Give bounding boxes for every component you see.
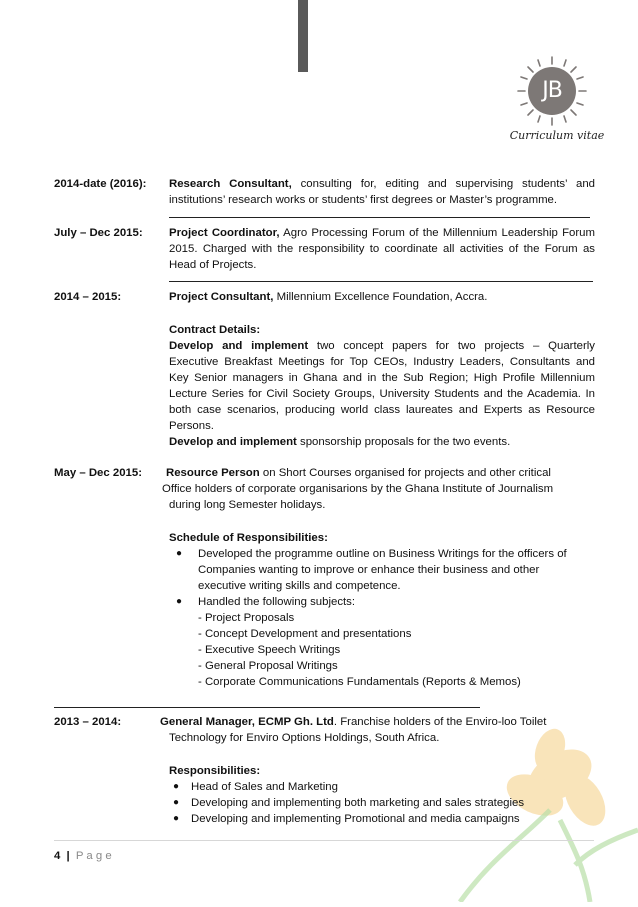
subject-item: - Executive Speech Writings [198,644,341,656]
separator-rule [54,707,480,708]
entry-date: 2014-date (2016): [54,178,147,190]
entry-line [169,289,487,305]
entry-text: Executive Breakfast Meetings for Top CEOs, Industry Leaders, Consultants and [169,356,595,368]
entry-line [160,714,546,730]
page-footer [54,848,112,864]
footer-separator: | [66,850,70,862]
entry-text: Key Senior managers in Ghana and in the Sub Region; High Profile Millennium [169,372,595,384]
entry-date: July – Dec 2015: [54,227,143,239]
bullet-text: Developed the programme outline on Business Writings for the officers of [198,548,567,560]
entry-role: Project Consultant, [169,291,274,303]
entry-role: Research Consultant, [169,178,292,190]
footer-rule [54,840,594,841]
schedule-heading: Schedule of Responsibilities: [169,532,328,544]
entry-text: Head of Projects. [169,259,257,271]
bullet-text: executive writing skills and competence. [198,580,401,592]
entry-line [169,338,595,354]
header-accent-bar [298,0,308,72]
subject-item: - Project Proposals [198,612,295,624]
entry-date: 2013 – 2014: [54,716,122,728]
subject-item: - General Proposal Writings [198,660,338,672]
bullet-text: Head of Sales and Marketing [191,781,338,793]
separator-rule [169,281,593,282]
entry-text: Lecture Series for Civil Society Groups, University Students and the Academia. In [169,388,595,400]
entry-line [169,225,595,241]
entry-text: Persons. [169,420,214,432]
entry-text: two concept papers for two projects – Quarterly [308,340,595,352]
entry-text: institutions’ research works or students’ first degrees or Master’s programme. [169,194,558,206]
entry-text: both case scenarios, producing world class laureates and Experts as Resource [169,404,595,416]
bullet-icon: ● [176,548,183,559]
bullet-text: Handled the following subjects: [198,596,356,608]
responsibilities-heading: Responsibilities: [169,765,261,777]
entry-role: General Manager, ECMP Gh. Ltd [160,716,334,728]
entry-text: on Short Courses organised for projects and other critical [259,467,551,479]
bullet-icon: ● [173,813,180,824]
entry-date: May – Dec 2015: [54,467,143,479]
entry-date: 2014 – 2015: [54,291,122,303]
entry-line [169,176,595,192]
monogram-logo [516,55,588,127]
bullet-icon: ● [176,596,183,607]
develop-implement-label: Develop and implement [169,340,309,352]
entry-text: Millennium Excellence Foundation, Accra. [273,291,488,303]
entry-text: Office holders of corporate organisarions by the Ghana Institute of Journalism [162,483,554,495]
page-word: P a g e [75,850,112,862]
contract-details-heading: Contract Details: [169,324,261,336]
page-number: 4 [54,850,61,862]
bullet-text: Developing and implementing Promotional and media campaigns [191,813,520,825]
separator-rule [169,217,590,218]
entry-text: Technology for Enviro Options Holdings, South Africa. [169,732,440,744]
entry-text: 2015. Charged with the responsibility to coordinate all activities of the Forum as [169,243,595,255]
entry-text: consulting for, editing and supervising students’ and [291,178,595,190]
bullet-icon: ● [173,781,180,792]
bullet-icon: ● [173,797,180,808]
subject-item: - Corporate Communications Fundamentals (Reports & Memos) [198,676,521,688]
bullet-text: Developing and implementing both marketing and sales strategies [191,797,525,809]
bullet-text: Companies wanting to improve or enhance their business and other [198,564,540,576]
entry-text: sponsorship proposals for the two events. [296,436,511,448]
entry-text: Agro Processing Forum of the Millennium Leadership Forum [279,227,595,239]
entry-text: . Franchise holders of the Enviro-loo Toilet [333,716,547,728]
entry-line [166,465,551,481]
monogram-text: JB [542,78,562,103]
subject-item: - Concept Development and presentations [198,628,412,640]
entry-text: during long Semester holidays. [169,499,326,511]
cv-caption: Curriculum vitae [509,129,605,142]
entry-role: Resource Person [166,467,260,479]
develop-implement-label: Develop and implement [169,436,297,448]
entry-role: Project Coordinator, [169,227,280,239]
entry-line [169,434,510,450]
